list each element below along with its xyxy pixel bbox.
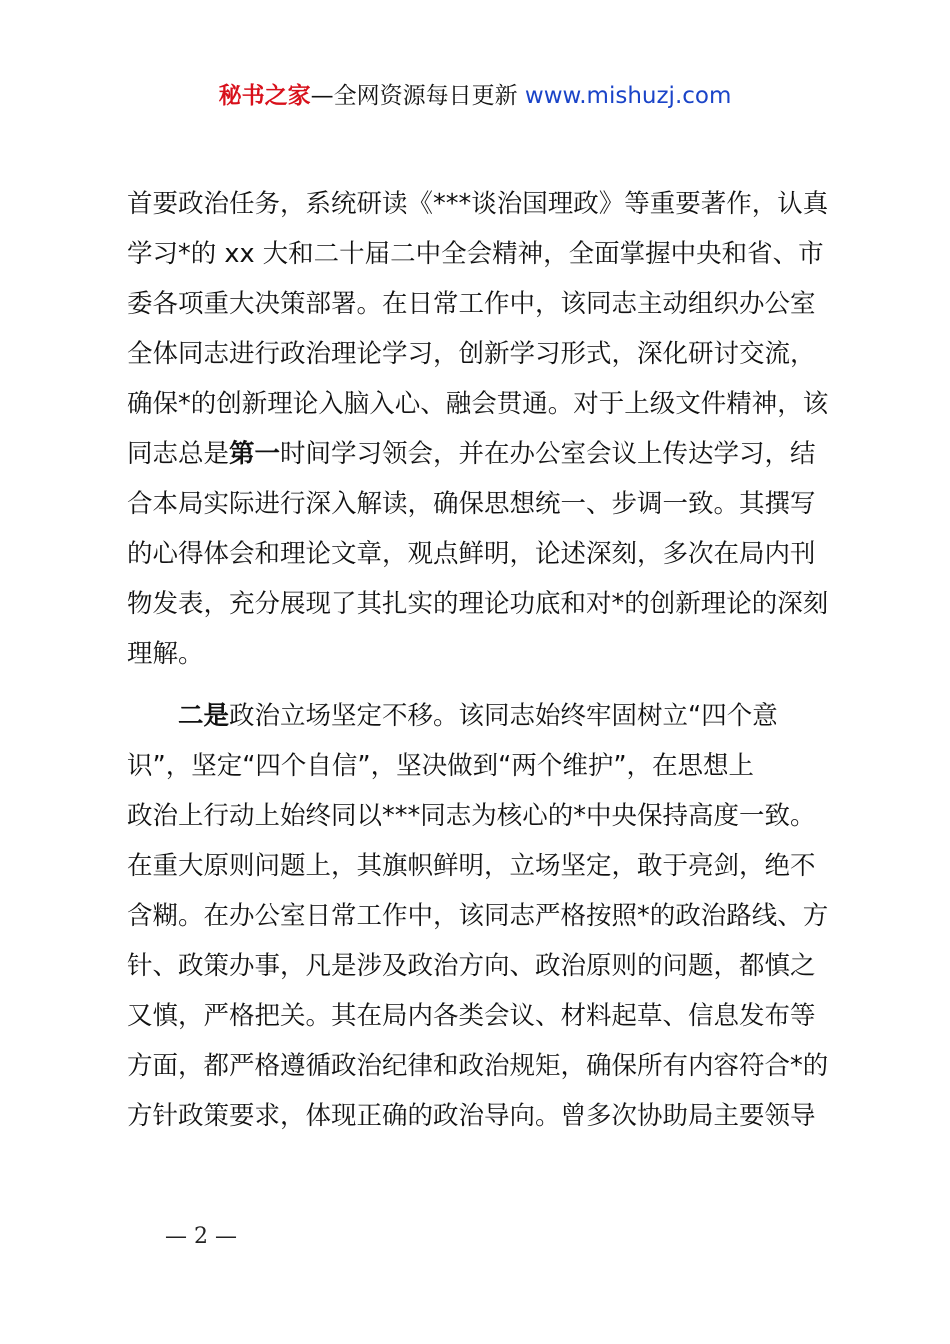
brand-name: 秘书之家 [218,83,311,109]
paragraph-2 [127,691,833,1141]
site-banner [0,80,950,112]
text-line: 理解。 [127,639,204,669]
document-body [127,179,833,1141]
text-run: 同志总是 [127,439,230,469]
text-line: 在重大原则问题上，其旗帜鲜明，立场坚定，敢于亮剑，绝不 [127,851,816,881]
text-line: 识”，坚定“四个自信”，坚决做到“两个维护”，在思想上 [127,751,755,781]
text-run: 时间学习领会，并在办公室会议上传达学习，结 [280,439,816,469]
text-line: 全体同志进行政治理论学习，创新学习形式，深化研讨交流， [127,339,816,369]
site-url[interactable]: www.mishuzj.com [524,83,732,109]
text-line: 含糊。在办公室日常工作中，该同志严格按照*的政治路线、方 [127,901,829,931]
banner-tagline: —全网资源每日更新 [310,83,518,109]
bold-term: 第一 [229,439,281,469]
text-line: 又慎，严格把关。其在局内各类会议、材料起草、信息发布等 [127,1001,816,1031]
page-number: — 2 — [165,1224,237,1249]
text-run: 政治立场坚定不移。该同志始终牢固树立“四个意 [229,701,778,731]
text-line: 合本局实际进行深入解读，确保思想统一、步调一致。其撰写 [127,489,816,519]
text-line [127,691,833,741]
text-line: 方面，都严格遵循政治纪律和政治规矩，确保所有内容符合*的 [127,1051,829,1081]
text-line: 的心得体会和理论文章，观点鲜明，论述深刻，多次在局内刊 [127,539,816,569]
text-line: 首要政治任务，系统研读《***谈治国理政》等重要著作，认真 [127,189,829,219]
text-line: 方针政策要求，体现正确的政治导向。曾多次协助局主要领导 [127,1101,816,1131]
text-line: 针、政策办事，凡是涉及政治方向、政治原则的问题，都慎之 [127,951,816,981]
text-line: 学习*的 xx 大和二十届二中全会精神，全面掌握中央和省、市 [127,239,824,269]
paragraph-1 [127,179,833,679]
text-line: 委各项重大决策部署。在日常工作中，该同志主动组织办公室 [127,289,816,319]
text-line: 政治上行动上始终同以***同志为核心的*中央保持高度一致。 [127,801,816,831]
text-line [127,429,833,479]
paragraph-spacer [127,679,833,691]
section-lead: 二是 [178,701,230,731]
text-line: 确保*的创新理论入脑入心、融会贯通。对于上级文件精神，该 [127,389,829,419]
text-line: 物发表，充分展现了其扎实的理论功底和对*的创新理论的深刻 [127,589,829,619]
